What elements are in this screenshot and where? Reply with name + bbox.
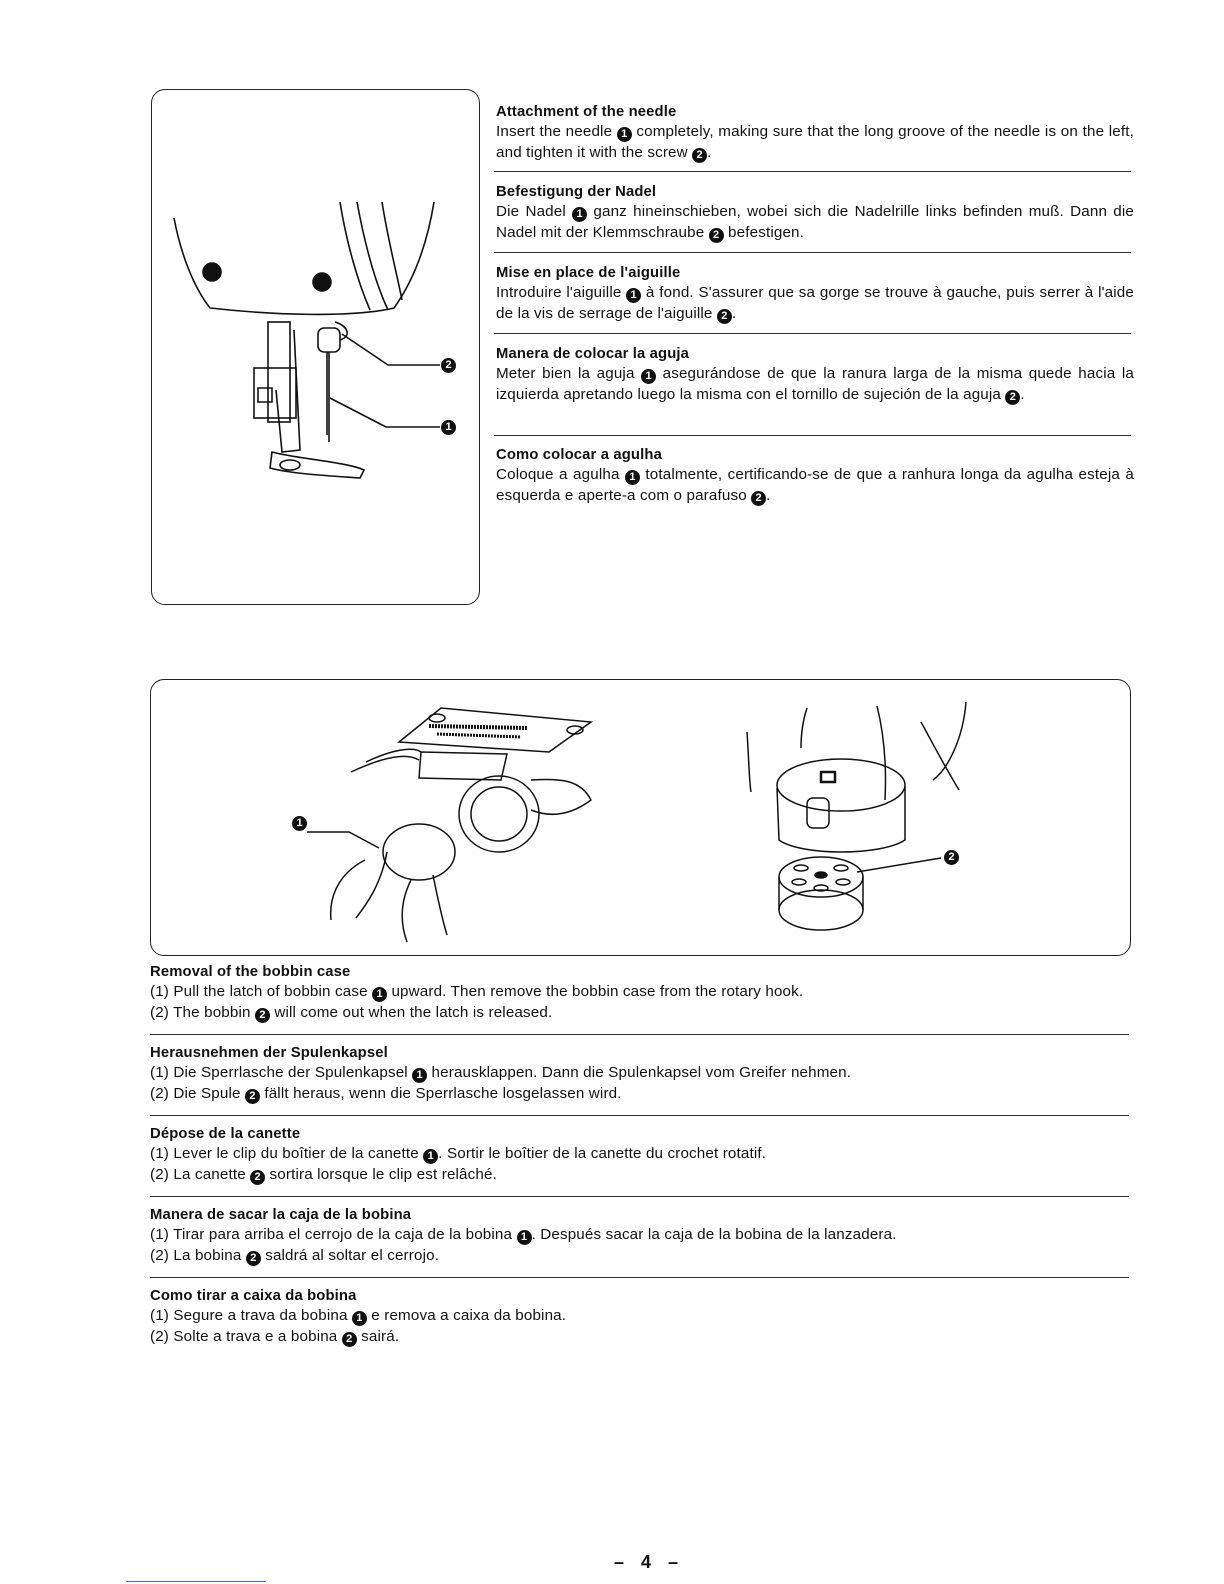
callout-number: 1 <box>352 1311 367 1326</box>
section-divider <box>494 252 1131 253</box>
screw-icon <box>313 273 331 291</box>
callout-number: 1 <box>572 207 587 222</box>
text-run: . <box>731 304 737 322</box>
bobbin-section <box>150 1124 1130 1185</box>
section-title: Manera de sacar la caja de la bobina <box>150 1207 412 1223</box>
bobbin-section <box>150 1205 1130 1266</box>
callout-number: 2 <box>751 491 766 506</box>
callout-2: 2 <box>944 850 959 865</box>
footer-divider <box>126 1581 266 1582</box>
text-run: . <box>707 143 712 161</box>
callout-number: 2 <box>245 1089 260 1104</box>
text-run: fällt heraus, wenn die Sperrlasche losgelassen wird. <box>259 1084 622 1102</box>
text-run: completely, making sure that the long groove of the needle is on the left, and tighten it with the screw <box>496 123 1134 161</box>
text-run: (1) Lever le clip du boîtier de la canette <box>150 1145 424 1163</box>
callout-number: 2 <box>246 1251 261 1266</box>
instruction-step <box>150 1246 1130 1266</box>
instruction-step <box>150 1225 1130 1245</box>
section-title: Befestigung der Nadel <box>496 184 657 200</box>
section-title: Como tirar a caixa da bobina <box>150 1288 357 1304</box>
callout-1: 1 <box>441 420 456 435</box>
instruction-step <box>150 1327 1130 1347</box>
text-run: (2) The bobbin <box>150 1003 255 1021</box>
text-run: Introduire l'aiguille <box>496 284 627 302</box>
callout-number: 1 <box>641 369 656 384</box>
text-run: sairá. <box>356 1327 400 1345</box>
instruction-step <box>150 1003 1130 1023</box>
text-run: à fond. S'assurer que sa gorge se trouve à gauche, puis serrer à l'aide de la vis de serrage de l'aiguille <box>496 284 1134 322</box>
section-title: Dépose de la canette <box>150 1126 301 1142</box>
section-divider <box>494 435 1131 436</box>
text-run: befestigen. <box>723 223 805 241</box>
page-number: – 4 – <box>614 1552 685 1572</box>
bobbin-section <box>150 962 1130 1023</box>
section-divider <box>150 1277 1129 1278</box>
section-body <box>496 465 1134 506</box>
needle-section <box>496 182 1134 243</box>
callout-number: 1 <box>625 470 640 485</box>
callout-number: 1 <box>626 288 641 303</box>
instruction-step <box>150 1144 1130 1164</box>
callout-number: 1 <box>617 127 632 142</box>
section-body <box>496 202 1134 243</box>
callout-number: 1 <box>372 987 387 1002</box>
text-run: (1) Pull the latch of bobbin case <box>150 983 373 1001</box>
bobbin-section <box>150 1043 1130 1104</box>
callout-number: 2 <box>255 1008 270 1023</box>
text-run: (2) Die Spule <box>150 1084 245 1102</box>
callout-number: 2 <box>692 148 707 163</box>
text-run: Coloque a agulha <box>496 466 625 484</box>
bobbin-section <box>150 1286 1130 1347</box>
callout-number: 2 <box>1005 390 1020 405</box>
section-divider <box>150 1034 1129 1035</box>
instruction-step <box>150 1306 1130 1326</box>
section-body <box>496 364 1134 405</box>
text-run: (1) Die Sperrlasche der Spulenkapsel <box>150 1064 413 1082</box>
text-run: saldrá al soltar el cerrojo. <box>260 1246 440 1264</box>
bobbin-illustration <box>150 679 1131 956</box>
needle-section <box>496 263 1134 324</box>
text-run: (2) La bobina <box>150 1246 246 1264</box>
text-run: ganz hineinschieben, wobei sich die Nadelrille links befinden muß. Dann die Nadel mit der Klemmschraube <box>496 203 1134 241</box>
section-divider <box>494 333 1131 334</box>
text-run: (1) Segure a trava da bobina <box>150 1307 352 1325</box>
section-title: Como colocar a agulha <box>496 447 662 463</box>
callout-number: 1 <box>423 1149 438 1164</box>
text-run: totalmente, certificando-se de que a ranhura longa da agulha esteja à esquerda e aperte-a com o parafuso <box>496 466 1134 504</box>
instruction-step <box>150 1063 1130 1083</box>
instruction-step <box>150 1084 1130 1104</box>
text-run: (1) Tirar para arriba el cerrojo de la caja de la bobina <box>150 1226 517 1244</box>
text-run: (2) Solte a trava e a bobina <box>150 1327 342 1345</box>
needle-section <box>496 445 1134 506</box>
text-run: sortira lorsque le clip est relâché. <box>265 1165 497 1183</box>
text-run: . <box>1020 385 1025 403</box>
callout-number: 2 <box>709 228 724 243</box>
instruction-step <box>150 1165 1130 1185</box>
section-title: Mise en place de l'aiguille <box>496 265 681 281</box>
text-run: . Sortir le boîtier de la canette du crochet rotatif. <box>438 1145 767 1163</box>
section-divider <box>150 1115 1129 1116</box>
needle-illustration <box>151 89 480 605</box>
text-run: asegurándose de que la ranura larga de la misma quede hacia la izquierda apretando luego la misma con el tornillo de sujeción de la aguja <box>496 365 1134 403</box>
text-run: upward. Then remove the bobbin case from the rotary hook. <box>387 983 804 1001</box>
needle-drawing <box>152 90 479 604</box>
text-run: herausklappen. Dann die Spulenkapsel vom Greifer nehmen. <box>427 1064 852 1082</box>
callout-number: 2 <box>717 309 732 324</box>
text-run: Meter bien la aguja <box>496 365 642 383</box>
callout-number: 2 <box>342 1332 357 1347</box>
callout-1: 1 <box>292 816 307 831</box>
section-title: Herausnehmen der Spulenkapsel <box>150 1045 388 1061</box>
text-run: will come out when the latch is released. <box>269 1003 553 1021</box>
section-title: Removal of the bobbin case <box>150 964 351 980</box>
text-run: (2) La canette <box>150 1165 251 1183</box>
callout-number: 2 <box>250 1170 265 1185</box>
text-run: . Después sacar la caja de la bobina de la lanzadera. <box>531 1226 897 1244</box>
section-body <box>496 283 1134 324</box>
callout-number: 1 <box>412 1068 427 1083</box>
text-run: Insert the needle <box>496 123 617 141</box>
text-run: e remova a caixa da bobina. <box>366 1307 567 1325</box>
section-title: Manera de colocar la aguja <box>496 346 690 362</box>
callout-number: 1 <box>517 1230 532 1245</box>
text-run: . <box>766 486 771 504</box>
section-divider <box>150 1196 1129 1197</box>
section-body <box>496 122 1134 163</box>
section-title: Attachment of the needle <box>496 104 677 120</box>
section-divider <box>494 171 1131 172</box>
needle-section <box>496 102 1134 163</box>
needle-section <box>496 344 1134 405</box>
screw-icon <box>203 263 221 281</box>
instruction-step <box>150 982 1130 1002</box>
text-run: Die Nadel <box>496 203 573 221</box>
callout-2: 2 <box>441 358 456 373</box>
